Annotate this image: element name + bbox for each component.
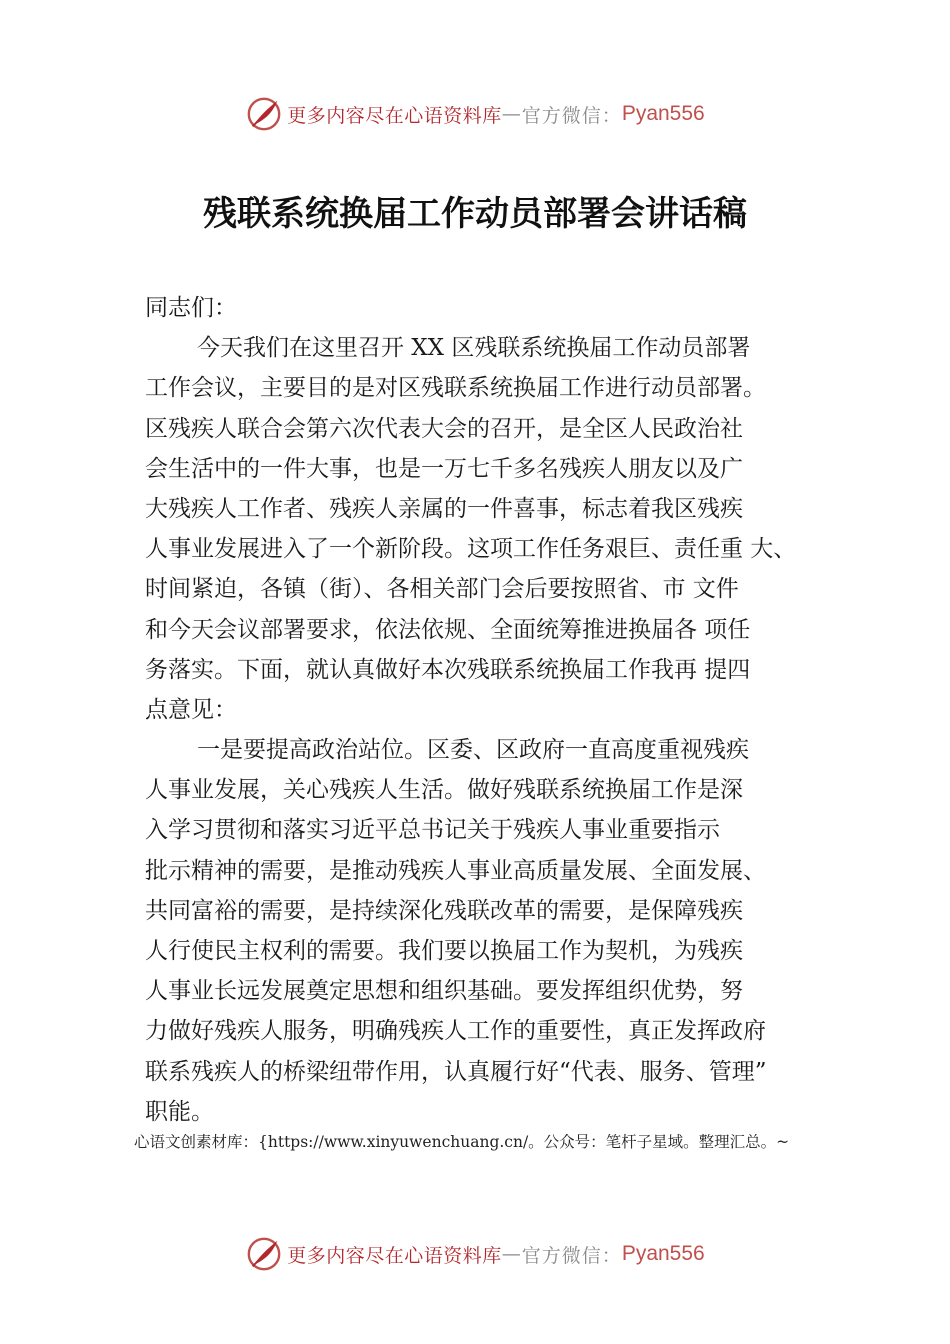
banner-dash: — [501, 1243, 522, 1265]
banner-wechat-id: Pyan556 [621, 102, 705, 125]
paragraph-line: 人事业发展进入了一个新阶段。这项工作任务艰巨、责任重 大、 [145, 536, 797, 563]
paragraph-line: 人行使民主权利的需要。我们要以换届工作为契机，为残疾 [145, 938, 743, 964]
header-banner [0, 92, 950, 136]
footer-banner [0, 1232, 950, 1276]
paragraph-line: 点意见： [145, 696, 237, 723]
salutation: 同志们： [145, 295, 237, 321]
document-title: 残联系统换届工作动员部署会讲话稿 [203, 194, 747, 234]
paragraph-line: 力做好残疾人服务，明确残疾人工作的重要性，真正发挥政府 [145, 1018, 766, 1045]
source-note: 心语文创素材库：{https://www.xinyuwenchuang.cn/。公众号：笔杆子星域。整理汇总。~ [134, 1133, 790, 1151]
banner-wechat-label: 官方微信： [521, 1244, 622, 1267]
paragraph-line: 和今天会议部署要求，依法依规、全面统筹推进换届各 项任 [145, 616, 751, 643]
feather-pen-logo-icon [245, 95, 283, 133]
paragraph-line: 职能。 [145, 1098, 214, 1125]
paragraph-line: 区残疾人联合会第六次代表大会的召开，是全区人民政治社 [145, 415, 743, 442]
banner-wechat-label: 官方微信： [521, 104, 622, 127]
paragraph-line: 工作会议，主要目的是对区残联系统换届工作进行动员部署。 [145, 375, 766, 402]
banner-slogan: 更多内容尽在心语资料库 [287, 1244, 502, 1267]
paragraph-line: 大残疾人工作者、残疾人亲属的一件喜事，标志着我区残疾 [145, 495, 743, 522]
paragraph-line: 会生活中的一件大事，也是一万七千多名残疾人朋友以及广 [145, 455, 743, 482]
feather-pen-logo-icon [245, 1235, 283, 1273]
paragraph-line: 联系残疾人的桥梁纽带作用，认真履行好“代表、服务、管理” [145, 1058, 767, 1085]
banner-slogan: 更多内容尽在心语资料库 [287, 104, 502, 127]
paragraph-line: 一是要提高政治站位。区委、区政府一直高度重视残疾 [197, 737, 749, 764]
paragraph-line: 务落实。下面，就认真做好本次残联系统换届工作我再 提四 [145, 656, 751, 683]
paragraph-line: 人事业发展，关心残疾人生活。做好残联系统换届工作是深 [145, 777, 743, 804]
paragraph-line: 共同富裕的需要，是持续深化残联改革的需要，是保障残疾 [145, 897, 743, 924]
paragraph-line: 入学习贯彻和落实习近平总书记关于残疾人事业重要指示 [145, 817, 720, 844]
paragraph-line: 时间紧迫，各镇（街）、各相关部门会后要按照省、市 文件 [145, 576, 739, 603]
paragraph-line: 人事业长远发展奠定思想和组织基础。要发挥组织优势，努 [145, 978, 743, 1005]
banner-wechat-id: Pyan556 [621, 1242, 705, 1265]
paragraph-line: 今天我们在这里召开 XX 区残联系统换届工作动员部署 [197, 335, 751, 362]
document-body [145, 288, 835, 1132]
paragraph-line: 批示精神的需要，是推动残疾人事业高质量发展、全面发展、 [145, 857, 766, 884]
banner-dash: — [501, 103, 522, 125]
